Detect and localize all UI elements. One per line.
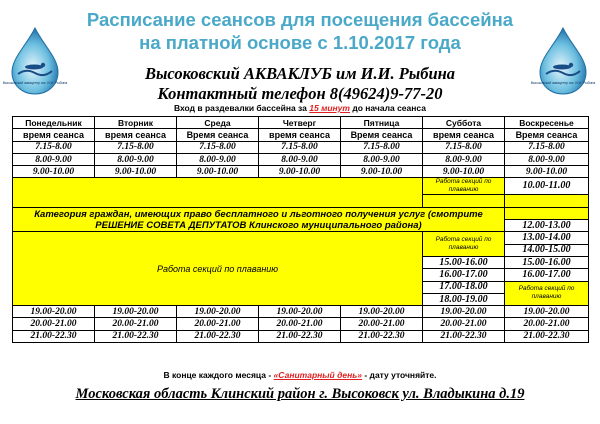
session-header: время сеанса xyxy=(13,129,95,141)
time-cell: 10.00-11.00 xyxy=(505,178,589,195)
table-row xyxy=(13,207,589,219)
time-cell: 9.00-10.00 xyxy=(505,166,589,178)
day-header: Вторник xyxy=(95,117,177,129)
contact-phone: Контактный телефон 8(49624)9-77-20 xyxy=(157,84,443,103)
time-cell: 20.00-21.00 xyxy=(259,318,341,330)
table-row xyxy=(13,166,589,178)
blank-cell xyxy=(505,195,589,207)
time-cell: 19.00-20.00 xyxy=(505,306,589,318)
time-cell: 8.00-9.00 xyxy=(177,153,259,165)
time-cell: 8.00-9.00 xyxy=(505,153,589,165)
time-cell: 20.00-21.00 xyxy=(13,318,95,330)
session-header: время сеанса xyxy=(259,129,341,141)
time-cell: 8.00-9.00 xyxy=(259,153,341,165)
swim-section-cell: Работа секций по плаванию xyxy=(505,281,589,306)
time-cell: 21.00-22.30 xyxy=(13,330,95,342)
session-header: Время сеанса xyxy=(341,129,423,141)
schedule-table xyxy=(12,116,589,343)
table-row xyxy=(13,153,589,165)
session-header: Время сеанса xyxy=(505,129,589,141)
water-drop-logo-left xyxy=(2,26,68,96)
time-cell: 19.00-20.00 xyxy=(13,306,95,318)
day-header: Суббота xyxy=(423,117,505,129)
time-cell: 7.15-8.00 xyxy=(505,141,589,153)
time-cell: 21.00-22.30 xyxy=(177,330,259,342)
blank-cell xyxy=(423,195,505,207)
session-header: Время сеанса xyxy=(177,129,259,141)
time-cell: 21.00-22.30 xyxy=(505,330,589,342)
club-name: Высоковский АКВАКЛУБ им И.И. Рыбина xyxy=(144,64,456,83)
table-row xyxy=(13,178,589,195)
time-cell: 9.00-10.00 xyxy=(341,166,423,178)
time-cell: 8.00-9.00 xyxy=(423,153,505,165)
session-header-row xyxy=(13,129,589,141)
svg-text:Высоковский аквацентр им. И.И.: Высоковский аквацентр им. И.И. Рыбина xyxy=(530,81,596,85)
day-header: Четверг xyxy=(259,117,341,129)
time-cell: 9.00-10.00 xyxy=(423,166,505,178)
time-cell: 15.00-16.00 xyxy=(505,256,589,268)
water-drop-logo-right xyxy=(530,26,596,96)
time-cell: 18.00-19.00 xyxy=(423,293,505,305)
time-cell: 7.15-8.00 xyxy=(341,141,423,153)
time-cell: 20.00-21.00 xyxy=(505,318,589,330)
time-cell: 7.15-8.00 xyxy=(95,141,177,153)
time-cell: 7.15-8.00 xyxy=(177,141,259,153)
swim-section-block: Работа секций по плаванию xyxy=(13,232,423,306)
time-cell: 16.00-17.00 xyxy=(423,269,505,281)
time-cell: 16.00-17.00 xyxy=(505,269,589,281)
sanitary-day-note: В конце каждого месяца - «Санитарный день» - дату уточняйте. xyxy=(163,370,437,380)
day-header: Понедельник xyxy=(13,117,95,129)
time-cell: 15.00-16.00 xyxy=(423,256,505,268)
table-row xyxy=(13,330,589,342)
time-cell: 14.00-15.00 xyxy=(505,244,589,256)
table-row xyxy=(13,306,589,318)
time-cell: 21.00-22.30 xyxy=(95,330,177,342)
table-row xyxy=(13,232,589,244)
session-header: время сеанса xyxy=(95,129,177,141)
time-cell: 8.00-9.00 xyxy=(341,153,423,165)
time-cell: 19.00-20.00 xyxy=(95,306,177,318)
time-cell: 21.00-22.30 xyxy=(259,330,341,342)
category-notice: Категория граждан, имеющих право бесплатного и льготного получения услуг (смотрите РЕШЕНИЕ СОВЕТА ДЕПУТАТОВ Клинского муниципального района) xyxy=(13,207,505,232)
time-cell: 20.00-21.00 xyxy=(341,318,423,330)
title-line-1: Расписание сеансов для посещения бассейна xyxy=(86,9,514,30)
day-header: Пятница xyxy=(341,117,423,129)
time-cell: 9.00-10.00 xyxy=(95,166,177,178)
time-cell: 19.00-20.00 xyxy=(259,306,341,318)
title-line-2: на платной основе с 1.10.2017 года xyxy=(139,32,461,53)
blank-block xyxy=(13,178,423,207)
swim-section-cell: Работа секций по плаванию xyxy=(423,178,505,195)
time-cell: 13.00-14.00 xyxy=(505,232,589,244)
time-cell: 21.00-22.30 xyxy=(341,330,423,342)
time-cell: 12.00-13.00 xyxy=(505,220,589,232)
table-row xyxy=(13,141,589,153)
time-cell: 9.00-10.00 xyxy=(177,166,259,178)
time-cell: 9.00-10.00 xyxy=(13,166,95,178)
entry-notice: Вход в раздевалки бассейна за 15 минут до начала сеанса xyxy=(174,103,426,113)
time-cell: 7.15-8.00 xyxy=(259,141,341,153)
svg-text:Высоковский аквацентр им. И.И.: Высоковский аквацентр им. И.И. Рыбина xyxy=(2,81,68,85)
blank-cell xyxy=(505,207,589,219)
time-cell: 19.00-20.00 xyxy=(177,306,259,318)
time-cell: 9.00-10.00 xyxy=(259,166,341,178)
time-cell: 20.00-21.00 xyxy=(423,318,505,330)
time-cell: 19.00-20.00 xyxy=(423,306,505,318)
table-row xyxy=(13,318,589,330)
address: Московская область Клинский район г. Высоковск ул. Владыкина д.19 xyxy=(75,386,525,402)
swim-section-cell: Работа секций по плаванию xyxy=(423,232,505,257)
time-cell: 19.00-20.00 xyxy=(341,306,423,318)
day-header-row xyxy=(13,117,589,129)
time-cell: 17.00-18.00 xyxy=(423,281,505,293)
day-header: Среда xyxy=(177,117,259,129)
time-cell: 20.00-21.00 xyxy=(95,318,177,330)
time-cell: 8.00-9.00 xyxy=(13,153,95,165)
time-cell: 20.00-21.00 xyxy=(177,318,259,330)
time-cell: 8.00-9.00 xyxy=(95,153,177,165)
time-cell: 7.15-8.00 xyxy=(423,141,505,153)
time-cell: 21.00-22.30 xyxy=(423,330,505,342)
session-header: время сеанса xyxy=(423,129,505,141)
time-cell: 7.15-8.00 xyxy=(13,141,95,153)
day-header: Воскресенье xyxy=(505,117,589,129)
